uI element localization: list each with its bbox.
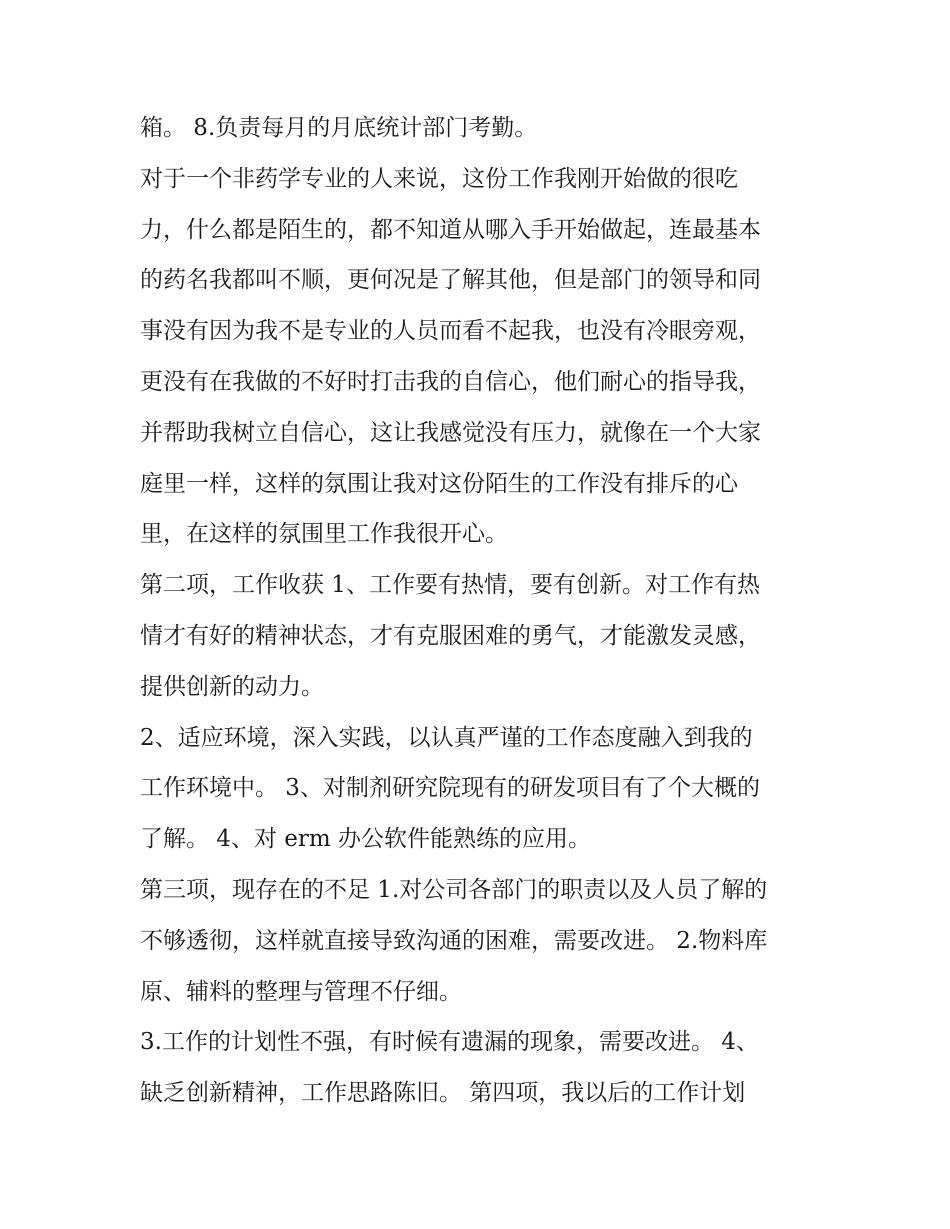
text-line: 并帮助我树立自信心，这让我感觉没有压力，就像在一个大家 <box>140 419 761 446</box>
document-body <box>140 103 820 1119</box>
text-line: 3.工作的计划性不强，有时候有遗漏的现象，需要改进。 4、 <box>140 1029 759 1056</box>
text-line: 不够透彻，这样就直接导致沟通的困难，需要改进。 2.物料库 <box>140 927 768 954</box>
text-line: 缺乏创新精神，工作思路陈旧。 第四项，我以后的工作计划 <box>140 1080 746 1107</box>
text-line: 事没有因为我不是专业的人员而看不起我，也没有冷眼旁观， <box>140 318 761 345</box>
text-line: 提供创新的动力。 <box>140 673 324 700</box>
text-line: 2、适应环境，深入实践，以认真严谨的工作态度融入到我的 <box>140 724 753 751</box>
text-line: 力，什么都是陌生的，都不知道从哪入手开始做起，连最基本 <box>140 216 761 243</box>
text-line: 箱。 8.负责每月的月底统计部门考勤。 <box>140 115 538 141</box>
text-line: 的药名我都叫不顺，更何况是了解其他，但是部门的领导和同 <box>140 267 761 294</box>
text-line: 庭里一样，这样的氛围让我对这份陌生的工作没有排斥的心 <box>140 470 738 497</box>
text-line: 第二项，工作收获 1、工作要有热情，要有创新。对工作有热 <box>140 572 760 599</box>
text-line: 了解。 4、对 erm 办公软件能熟练的应用。 <box>140 826 591 853</box>
text-line: 第三项，现存在的不足 1.对公司各部门的职责以及人员了解的 <box>140 876 768 903</box>
text-line: 里，在这样的氛围里工作我很开心。 <box>140 521 508 548</box>
text-line: 更没有在我做的不好时打击我的自信心，他们耐心的指导我， <box>140 368 761 395</box>
text-line: 情才有好的精神状态，才有克服困难的勇气，才能激发灵感， <box>140 622 761 649</box>
text-line: 对于一个非药学专业的人来说，这份工作我刚开始做的很吃 <box>140 165 738 192</box>
text-line: 原、辅料的整理与管理不仔细。 <box>140 978 462 1005</box>
text-line: 工作环境中。 3、对制剂研究院现有的研发项目有了个大概的 <box>140 775 760 802</box>
